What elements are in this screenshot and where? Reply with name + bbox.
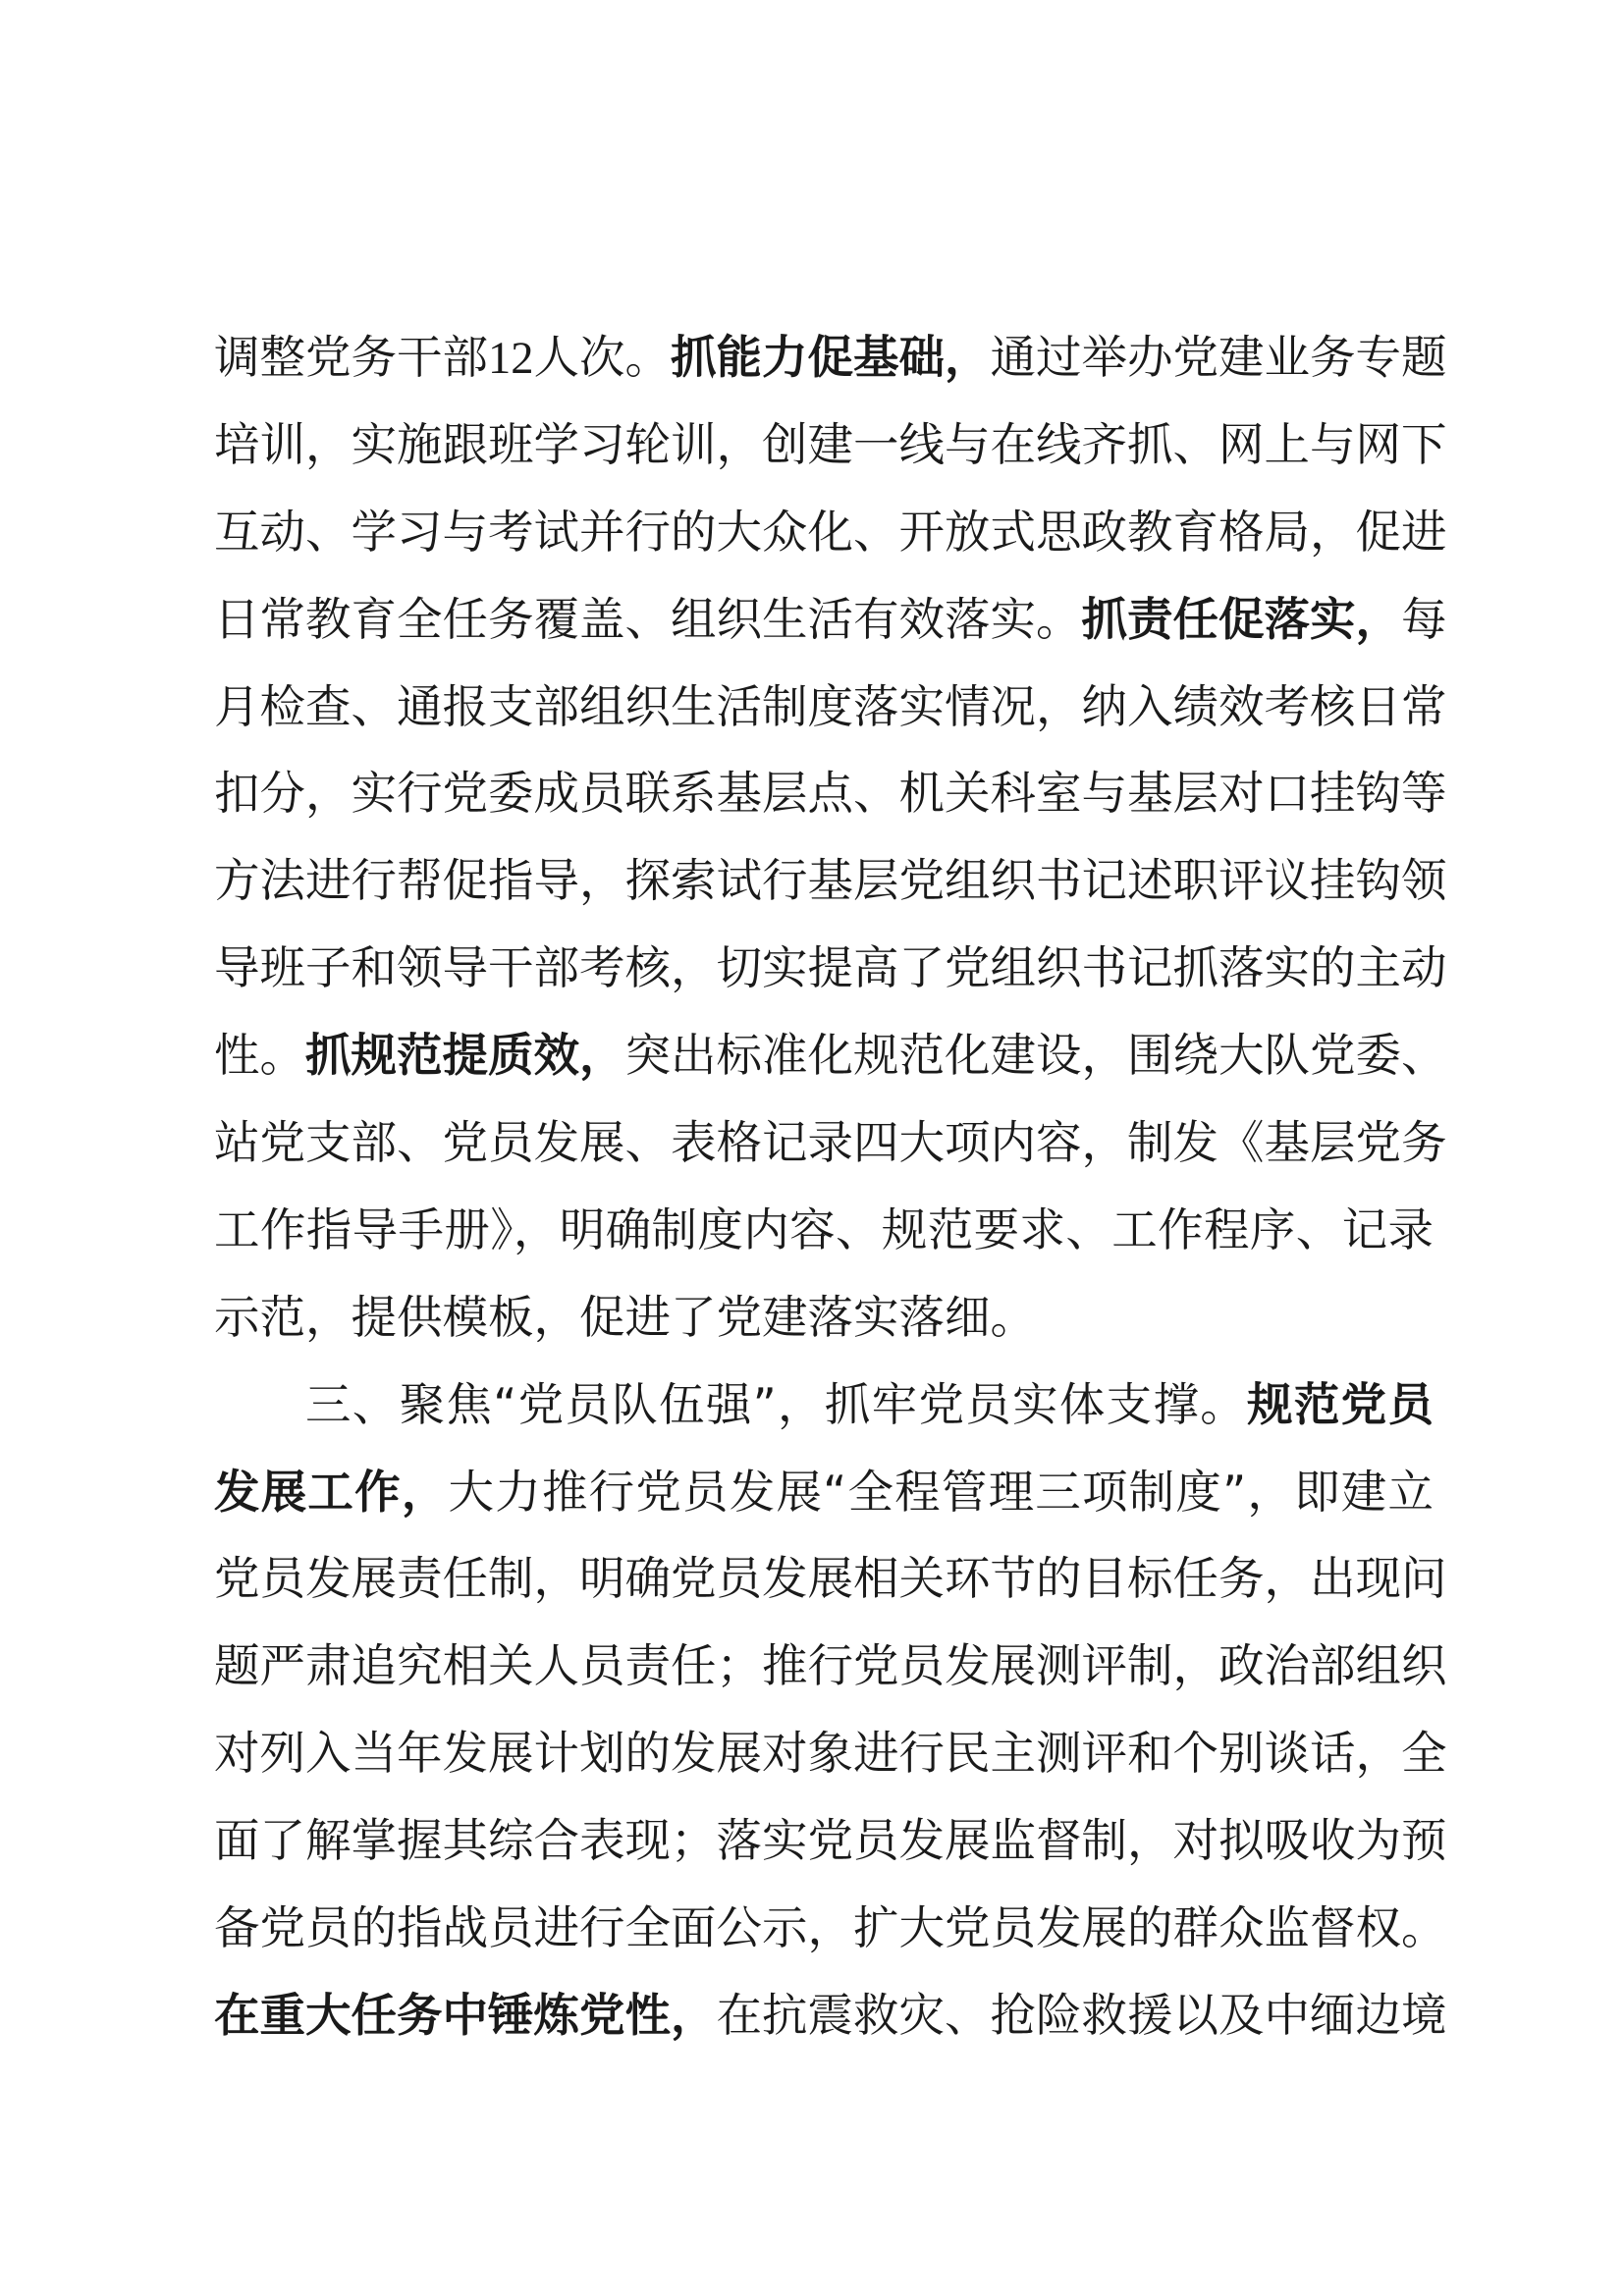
text-line xyxy=(214,1710,1447,1797)
text-line xyxy=(214,489,1447,576)
text-line xyxy=(214,925,1447,1012)
text-run: 月检查、通报支部组织生活制度落实情况，纳入绩效考核日常 xyxy=(214,679,1447,733)
text-line xyxy=(214,1099,1447,1187)
text-line xyxy=(214,1797,1447,1885)
text-run: 每 xyxy=(1401,592,1447,646)
body-text xyxy=(214,314,1447,2059)
text-run: 导班子和领导干部考核，切实提高了党组织书记抓落实的主动 xyxy=(214,941,1447,995)
text-run: 工作指导手册》，明确制度内容、规范要求、工作程序、记录 xyxy=(214,1202,1434,1256)
text-run: 方法进行帮促指导，探索试行基层党组织书记述职评议挂钩领 xyxy=(214,854,1447,908)
text-run: 调整党务干部 xyxy=(214,331,488,384)
text-run: 培训，实施跟班学习轮训，创建一线与在线齐抓、网上与网下 xyxy=(214,417,1447,471)
section-heading: 三、聚焦“党员队伍强”，抓牢党员实体支撑。 xyxy=(305,1377,1248,1431)
text-line xyxy=(214,1885,1447,1972)
text-run: 人次。 xyxy=(533,331,671,384)
text-line xyxy=(214,1274,1434,1362)
text-run: 示范，提供模板，促进了党建落实落细。 xyxy=(214,1290,1036,1344)
text-run: 面了解掌握其综合表现；落实党员发展监督制，对拟吸收为预 xyxy=(214,1814,1447,1868)
text-line xyxy=(214,1012,1447,1099)
text-run: 党员发展责任制，明确党员发展相关环节的目标任务，出现问 xyxy=(214,1552,1447,1606)
text-line xyxy=(214,1623,1447,1710)
bold-heading-run: 发展工作， xyxy=(214,1465,449,1519)
text-run: 扣分，实行党委成员联系基层点、机关科室与基层对口挂钩等 xyxy=(214,767,1447,821)
text-run: 通过举办党建业务专题 xyxy=(990,331,1447,384)
text-line xyxy=(214,1535,1447,1623)
text-run: 日常教育全任务覆盖、组织生活有效落实。 xyxy=(214,592,1082,646)
text-line xyxy=(214,314,1447,401)
number-run: 12 xyxy=(488,334,534,384)
text-line xyxy=(214,664,1447,751)
text-run: 突出标准化规范化建设，围绕大队党委、 xyxy=(624,1029,1447,1083)
text-run: 性。 xyxy=(214,1029,305,1083)
bold-heading-run: 规范党员 xyxy=(1247,1377,1434,1431)
text-line xyxy=(214,837,1447,925)
text-run: 备党员的指战员进行全面公示，扩大党员发展的群众监督权。 xyxy=(214,1901,1447,1955)
bold-heading-run: 抓能力促基础， xyxy=(671,331,991,384)
text-line xyxy=(214,576,1447,664)
text-line xyxy=(214,1972,1447,2059)
text-line xyxy=(214,1449,1434,1536)
text-run: 互动、学习与考试并行的大众化、开放式思政教育格局，促进 xyxy=(214,505,1447,559)
bold-heading-run: 在重大任务中锤炼党性， xyxy=(214,1988,717,2042)
text-run: 大力推行党员发展“全程管理三项制度”，即建立 xyxy=(448,1465,1435,1519)
text-line xyxy=(214,750,1447,837)
text-run: 在抗震救灾、抢险救援以及中缅边境 xyxy=(716,1988,1447,2042)
text-run: 对列入当年发展计划的发展对象进行民主测评和个别谈话，全 xyxy=(214,1727,1447,1781)
text-run: 站党支部、党员发展、表格记录四大项内容，制发《基层党务 xyxy=(214,1116,1447,1170)
text-line xyxy=(214,401,1447,489)
section-heading-line xyxy=(214,1362,1434,1449)
text-run: 题严肃追究相关人员责任；推行党员发展测评制，政治部组织 xyxy=(214,1639,1447,1693)
bold-heading-run: 抓规范提质效， xyxy=(305,1029,625,1083)
text-line xyxy=(214,1187,1434,1274)
bold-heading-run: 抓责任促落实， xyxy=(1081,592,1401,646)
